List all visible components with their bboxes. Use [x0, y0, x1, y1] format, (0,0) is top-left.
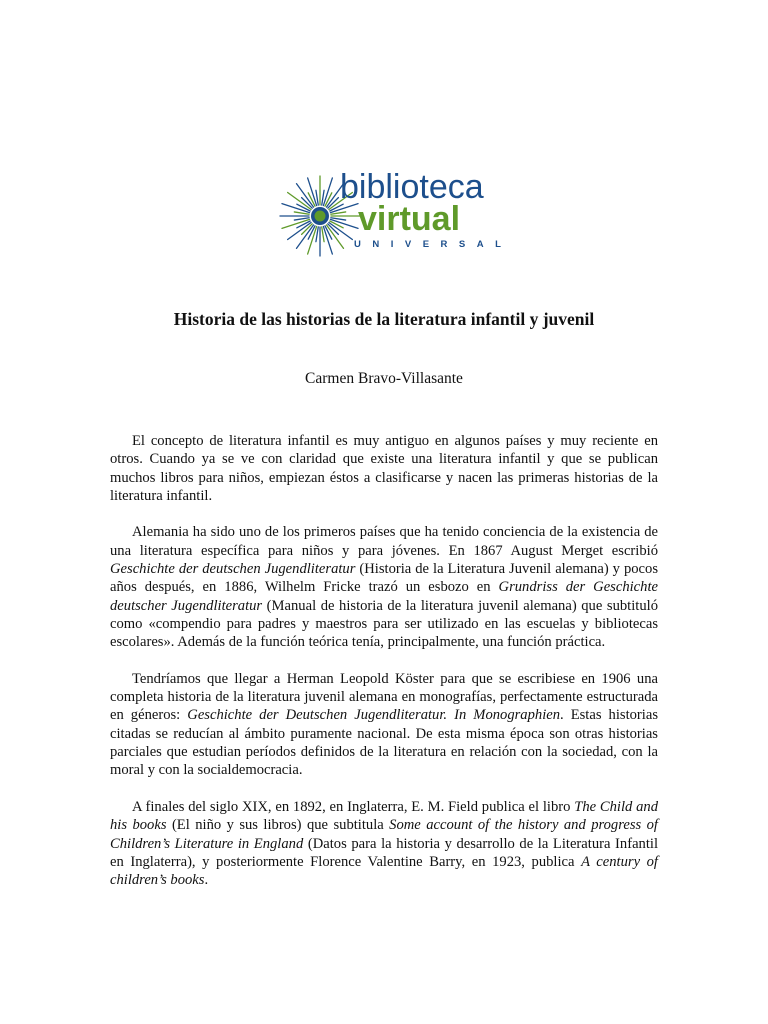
- italic-title-text: Geschichte der Deutschen Jugendliteratur. In Monographien: [187, 707, 561, 724]
- logo-word-biblioteca: biblioteca: [340, 168, 484, 206]
- body-paragraph: [110, 798, 658, 889]
- paragraph-text: A finales del siglo XIX, en 1892, en Inglaterra, E. M. Field publica el libro: [132, 798, 575, 815]
- italic-title-text: Some account of the history and progress of Children’s Literature in England: [110, 817, 658, 852]
- paragraph-text: .: [204, 872, 209, 889]
- body-paragraph: [110, 432, 658, 505]
- italic-title-text: Grundriss der Geschichte deutscher Jugendliteratur: [110, 579, 658, 614]
- paragraph-text: . Estas historias citadas se reducían al ámbito puramente nacional. De esta misma época son otras historias parciales que estudian períodos definidos de la literatura en relación con la sociedad, con la moral y con la socialdemocracia.: [110, 707, 658, 779]
- body-paragraph: [110, 670, 658, 780]
- document-body: [110, 432, 658, 908]
- italic-title-text: Geschichte der deutschen Jugendliteratur: [110, 561, 356, 578]
- paragraph-text: El concepto de literatura infantil es muy antiguo en algunos países y muy reciente en otros. Cuando ya se ve con claridad que existe una literatura infantil y que se publican muchos libros para niños, empiezan éstos a clasificarse y nacen las primeras historias de la literatura infantil.: [110, 433, 658, 504]
- italic-title-text: The Child and his books: [110, 798, 658, 834]
- logo-word-virtual: virtual: [358, 200, 461, 238]
- document-author: Carmen Bravo-Villasante: [305, 370, 463, 387]
- italic-title-text: A century of children’s books: [110, 853, 658, 889]
- logo-word-universal: UNIVERSAL: [354, 239, 512, 250]
- paragraph-text: (Manual de historia de la literatura juvenil alemana) que subtituló como «compendio para padres y maestros para ser utilizado en las escuelas y bibliotecas escolares». Además de la función teórica tenía, principalmente, una función práctica.: [110, 597, 658, 651]
- paragraph-text: (Datos para la historia y desarrollo de la Literatura Infantil en Inglaterra), y posteriormente Florence Valentine Barry, en 1923, publica: [110, 835, 659, 870]
- biblioteca-virtual-logo: [262, 164, 512, 264]
- paragraph-text: (El niño y sus libros) que subtitula: [166, 817, 390, 834]
- paragraph-text: Alemania ha sido uno de los primeros países que ha tenido conciencia de la existencia de una literatura específica para niños y para jóvenes. En 1867 August Merget escribió: [110, 524, 658, 559]
- paragraph-text: (Historia de la Literatura Juvenil alemana) y pocos años después, en 1886, Wilhelm Fricke trazó un esbozo en: [110, 561, 659, 596]
- paragraph-text: Tendríamos que llegar a Herman Leopold Köster para que se escribiese en 1906 una completa historia de la literatura juvenil alemana en monografías, perfectamente estructurada en géneros:: [110, 670, 658, 724]
- document-title: Historia de las historias de la literatura infantil y juvenil: [173, 309, 595, 329]
- body-paragraph: [110, 523, 658, 651]
